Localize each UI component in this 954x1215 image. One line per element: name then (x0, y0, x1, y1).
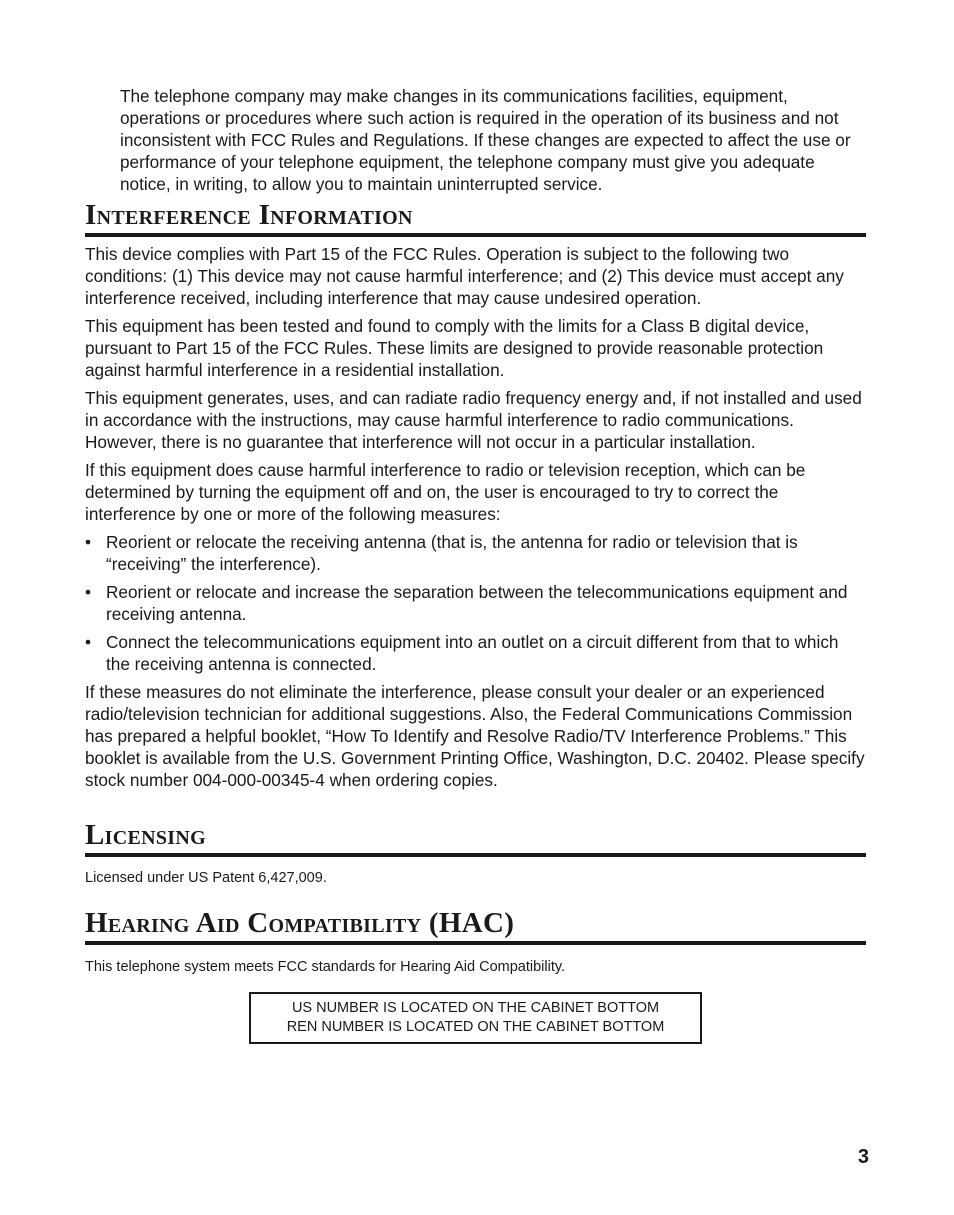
interference-heading: Interference Information (85, 198, 866, 237)
list-item-text: Connect the telecommunications equipment into an outlet on a circuit different from that to which the receiving antenna is connected. (106, 632, 839, 674)
measures-list (85, 531, 866, 675)
list-item (85, 581, 866, 625)
list-item (85, 531, 866, 575)
licensing-heading: Licensing (85, 818, 866, 857)
licensing-text: Licensed under US Patent 6,427,009. (85, 870, 327, 886)
hac-text: This telephone system meets FCC standards for Hearing Aid Compatibility. (85, 959, 566, 975)
interference-paragraph-1: This device complies with Part 15 of the FCC Rules. Operation is subject to the following two conditions: (1) This device may not cause harmful interference; and (2) This device must accept any interference received, including interference that may cause undesired operation. (85, 244, 844, 308)
interference-closing-paragraph: If these measures do not eliminate the interference, please consult your dealer or an experienced radio/television technician for additional suggestions. Also, the Federal Communications Commission has prepared a helpful booklet, “How To Identify and Resolve Radio/TV Interference Problems.” This booklet is available from the U.S. Government Printing Office, Washington, D.C. 20402. Please specify stock number 004-000-00345-4 when ordering copies. (85, 682, 865, 790)
hac-heading: Hearing Aid Compatibility (HAC) (85, 906, 866, 945)
list-item-text: Reorient or relocate the receiving antenna (that is, the antenna for radio or television that is “receiving” the interference). (106, 532, 798, 574)
list-item-text: Reorient or relocate and increase the separation between the telecommunications equipment and receiving antenna. (106, 582, 848, 624)
list-item (85, 631, 866, 675)
intro-paragraph: The telephone company may make changes in its communications facilities, equipment, operations or procedures where such action is required in the operation of its business and not inconsistent with FCC Rules and Regulations. If these changes are expected to affect the use or performance of your telephone equipment, the telephone company must give you adequate notice, in writing, to allow you to maintain uninterrupted service. (120, 86, 851, 194)
interference-paragraph-2: This equipment has been tested and found to comply with the limits for a Class B digital device, pursuant to Part 15 of the FCC Rules. These limits are designed to provide reasonable protection against harmful interference in a residential installation. (85, 316, 824, 380)
interference-section (85, 243, 866, 797)
cabinet-notice-box (249, 992, 702, 1044)
notice-line-ren-number: REN NUMBER IS LOCATED ON THE CABINET BOTTOM (286, 1019, 665, 1035)
bullet-icon: • (85, 632, 92, 652)
interference-paragraph-4: If this equipment does cause harmful interference to radio or television reception, which can be determined by turning the equipment off and on, the user is encouraged to try to correct the interference by one or more of the following measures: (85, 460, 806, 524)
bullet-icon: • (85, 582, 92, 602)
notice-line-us-number: US NUMBER IS LOCATED ON THE CABINET BOTTOM (291, 1000, 660, 1016)
page-number: 3 (857, 1146, 869, 1168)
interference-paragraph-3: This equipment generates, uses, and can radiate radio frequency energy and, if not installed and used in accordance with the instructions, may cause harmful interference to radio communications. However, there is no guarantee that interference will not occur in a particular installation. (85, 388, 862, 452)
bullet-icon: • (85, 532, 92, 552)
